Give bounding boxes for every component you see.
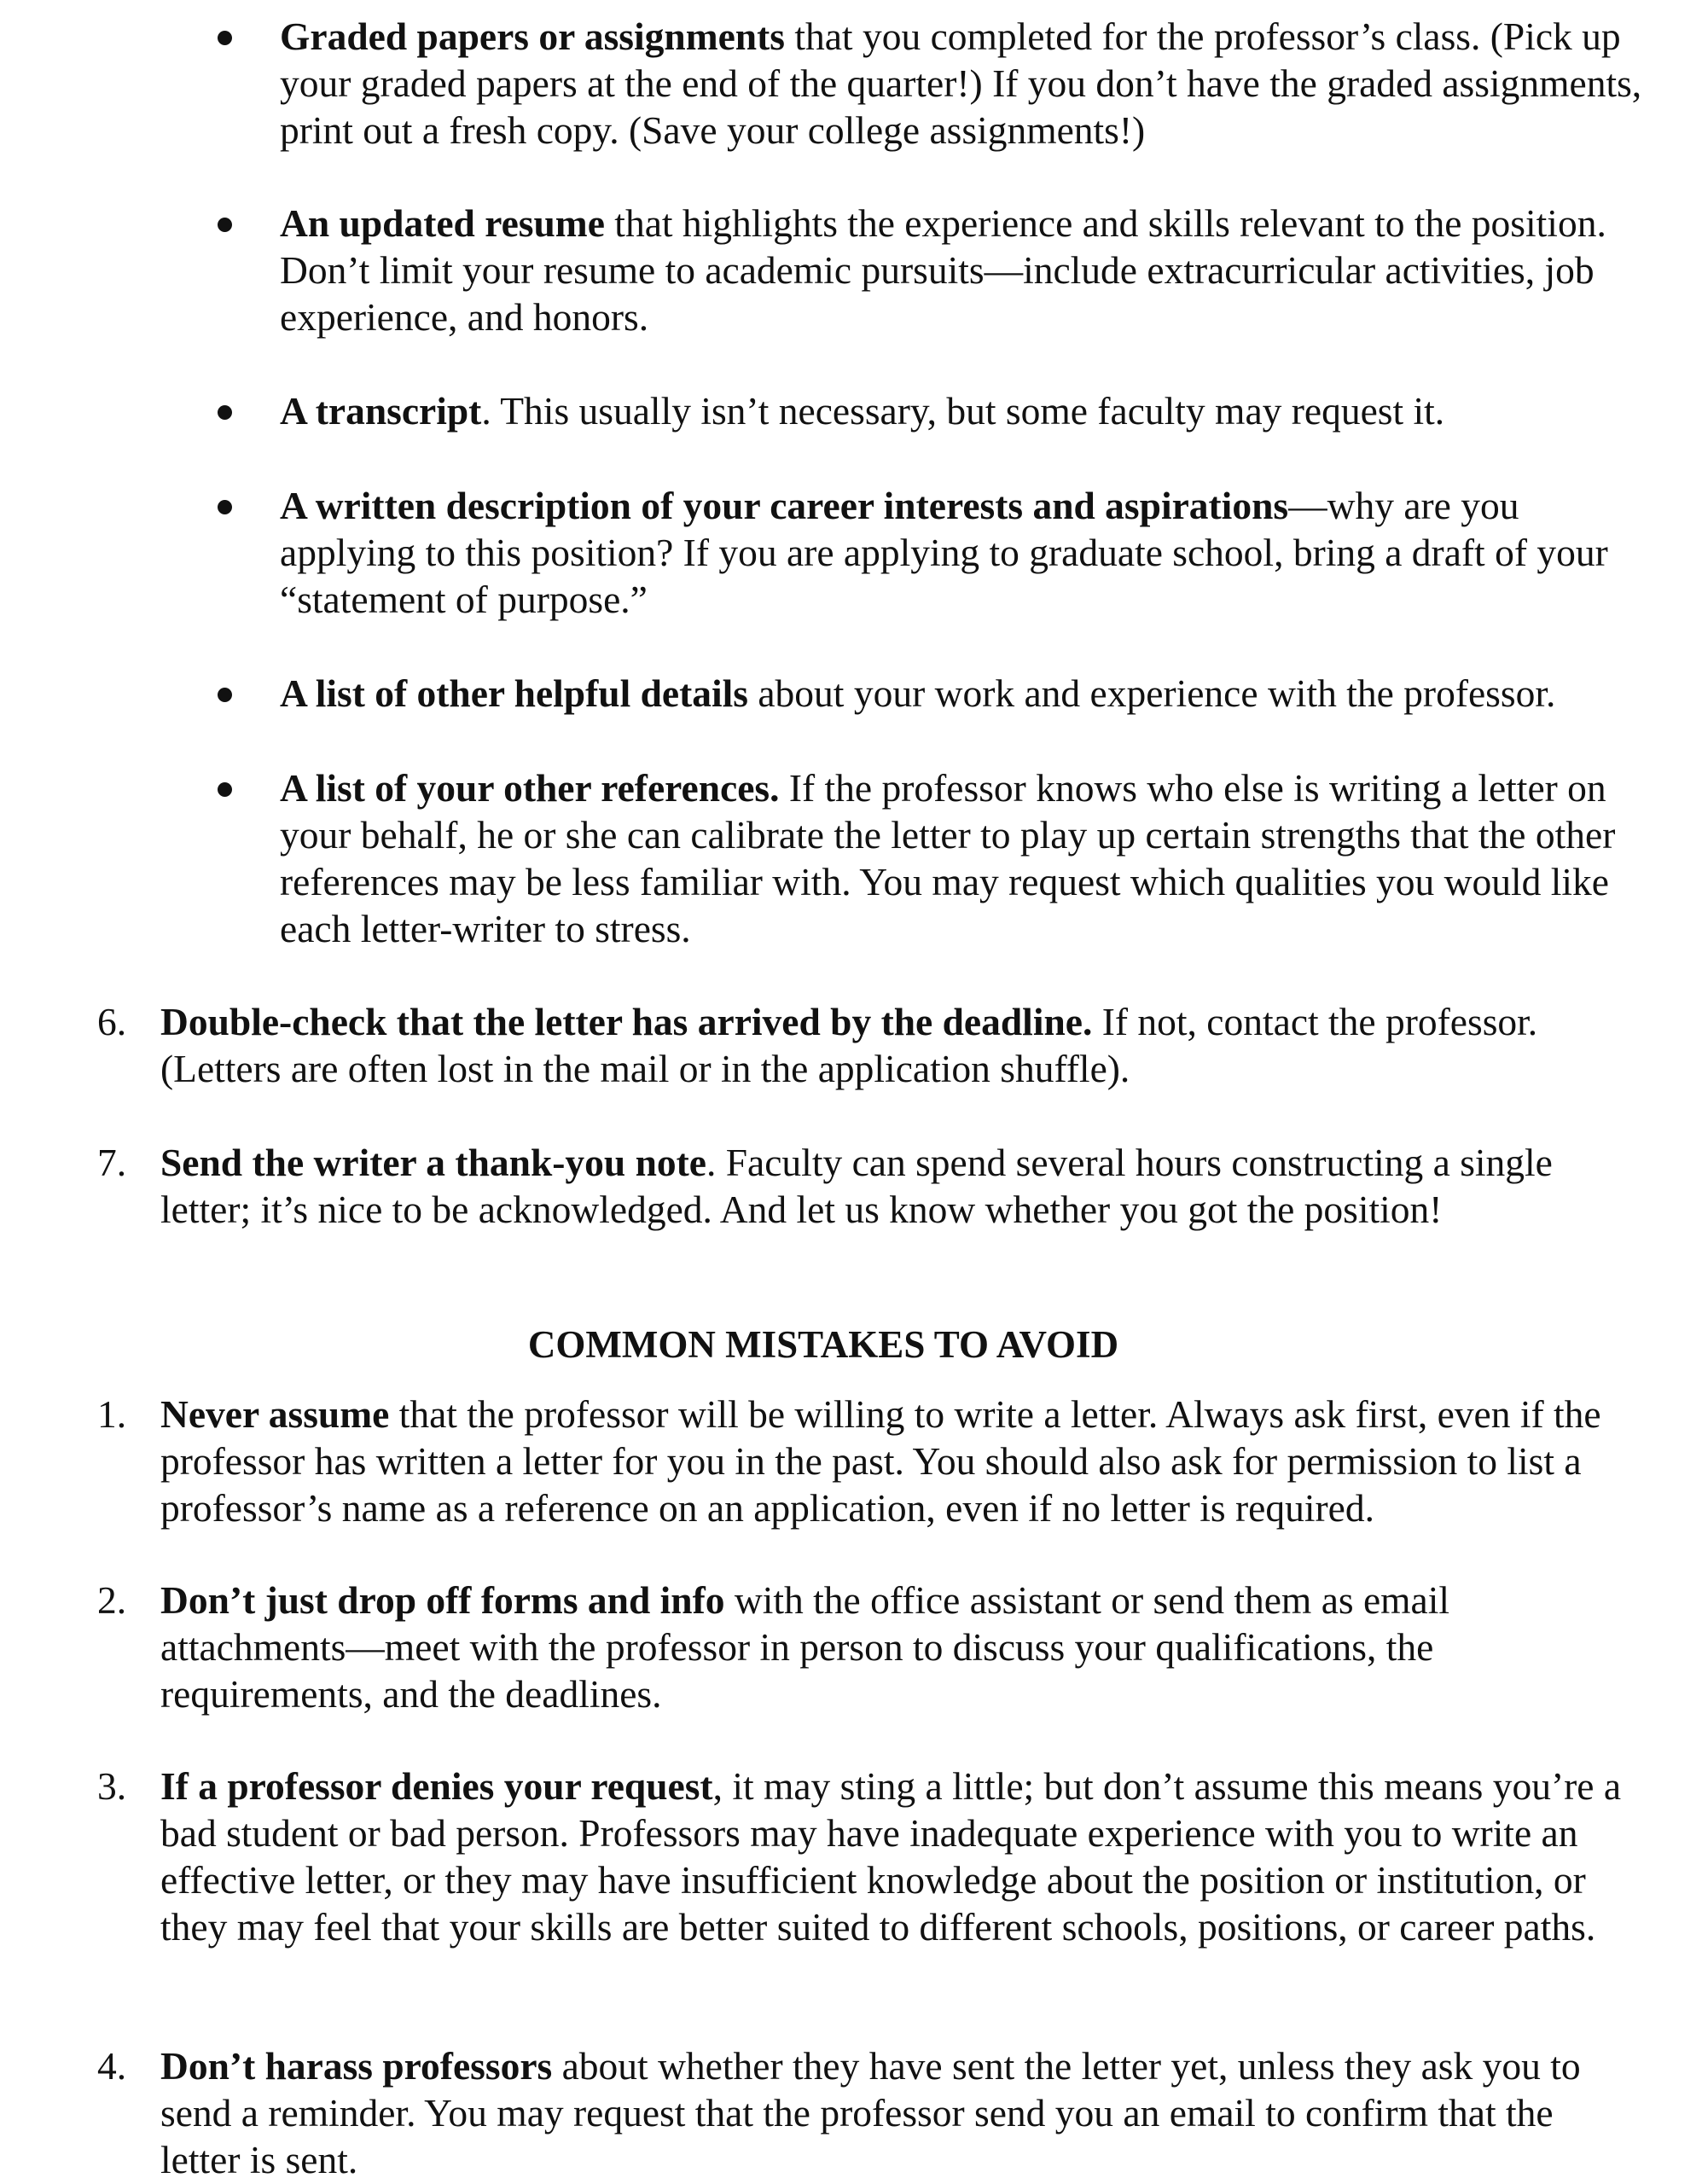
bullet-item-transcript bbox=[280, 387, 1645, 434]
step-text: If not, contact the professor. (Letters are often lost in the mail or in the application shuffle). bbox=[160, 1000, 1538, 1090]
mistake-item-denies-request bbox=[160, 1763, 1624, 1950]
step-text: . Faculty can spend several hours constructing a single letter; it’s nice to be acknowledged. And let us know whether you got the position! bbox=[160, 1141, 1553, 1231]
step-number: 7. bbox=[97, 1141, 127, 1184]
step-bold-text: Send the writer a thank-you note bbox=[160, 1141, 706, 1184]
mistake-number: 3. bbox=[97, 1764, 127, 1808]
bullet-icon bbox=[218, 405, 232, 420]
mistake-number: 4. bbox=[97, 2044, 127, 2088]
bullet-bold-text: A written description of your career interests and aspirations bbox=[280, 484, 1289, 527]
mistake-text: with the office assistant or send them as email attachments—meet with the professor in person to discuss your qualifications, the requirements, and the deadlines. bbox=[160, 1578, 1450, 1716]
mistake-number: 1. bbox=[97, 1392, 127, 1436]
bullet-bold-text: A list of other helpful details bbox=[280, 671, 748, 715]
step-item-double-check bbox=[160, 998, 1624, 1092]
mistake-text: , it may sting a little; but don’t assume this means you’re a bad student or bad person. Professors may have inadequate experience with you to write an effective letter, or they may have insufficient knowledge about the position or institution, or they may feel that your skills are better suited to different schools, positions, or career paths. bbox=[160, 1764, 1622, 1949]
bullet-item-career-description bbox=[280, 482, 1645, 623]
step-bold-text: Double-check that the letter has arrived by the deadline. bbox=[160, 1000, 1093, 1043]
bullet-item-graded-papers bbox=[280, 13, 1645, 154]
bullet-bold-text: An updated resume bbox=[280, 201, 605, 245]
bullet-bold-text: A list of your other references. bbox=[280, 766, 780, 810]
bullet-icon bbox=[218, 500, 232, 514]
mistake-text: about whether they have sent the letter yet, unless they ask you to send a reminder. You may request that the professor send you an email to confirm that the letter is sent. bbox=[160, 2044, 1581, 2181]
bullet-item-resume bbox=[280, 200, 1645, 340]
bullet-icon bbox=[218, 782, 232, 797]
bullet-bold-text: A transcript bbox=[280, 389, 482, 433]
mistake-bold-text: If a professor denies your request bbox=[160, 1764, 713, 1808]
mistake-number: 2. bbox=[97, 1578, 127, 1622]
bullet-text: that highlights the experience and skills relevant to the position. Don’t limit your resume to academic pursuits—include extracurricular activities, job experience, and honors. bbox=[280, 201, 1606, 339]
mistake-bold-text: Don’t just drop off forms and info bbox=[160, 1578, 725, 1622]
mistake-item-dont-harass bbox=[160, 2042, 1624, 2183]
bullet-text: If the professor knows who else is writing a letter on your behalf, he or she can calibrate the letter to play up certain strengths that the other references may be less familiar with. You may request which qualities you would like each letter-writer to stress. bbox=[280, 766, 1616, 950]
bullet-icon bbox=[218, 218, 232, 232]
bullet-item-helpful-details bbox=[280, 670, 1679, 717]
mistake-item-dont-drop-off bbox=[160, 1577, 1624, 1717]
step-number: 6. bbox=[97, 1000, 127, 1043]
bullet-text: that you completed for the professor’s class. (Pick up your graded papers at the end of the quarter!) If you don’t have the graded assignments, print out a fresh copy. (Save your college assignments!) bbox=[280, 15, 1642, 152]
mistake-bold-text: Never assume bbox=[160, 1392, 390, 1436]
mistake-text: that the professor will be willing to write a letter. Always ask first, even if the professor has written a letter for you in the past. You should also ask for permission to list a professor’s name as a reference on an application, even if no letter is required. bbox=[160, 1392, 1601, 1530]
bullet-text: . This usually isn’t necessary, but some faculty may request it. bbox=[481, 389, 1445, 433]
mistake-item-never-assume bbox=[160, 1391, 1624, 1531]
bullet-icon bbox=[218, 688, 232, 702]
step-item-thank-you bbox=[160, 1139, 1624, 1233]
bullet-item-other-references bbox=[280, 764, 1645, 952]
section-heading: COMMON MISTAKES TO AVOID bbox=[527, 1323, 1119, 1366]
bullet-text: about your work and experience with the professor. bbox=[747, 671, 1556, 715]
bullet-bold-text: Graded papers or assignments bbox=[280, 15, 785, 58]
bullet-text: —why are you applying to this position? If you are applying to graduate school, bring a draft of your “statement of purpose.” bbox=[280, 484, 1608, 621]
mistake-bold-text: Don’t harass professors bbox=[160, 2044, 553, 2088]
bullet-icon bbox=[218, 31, 232, 45]
